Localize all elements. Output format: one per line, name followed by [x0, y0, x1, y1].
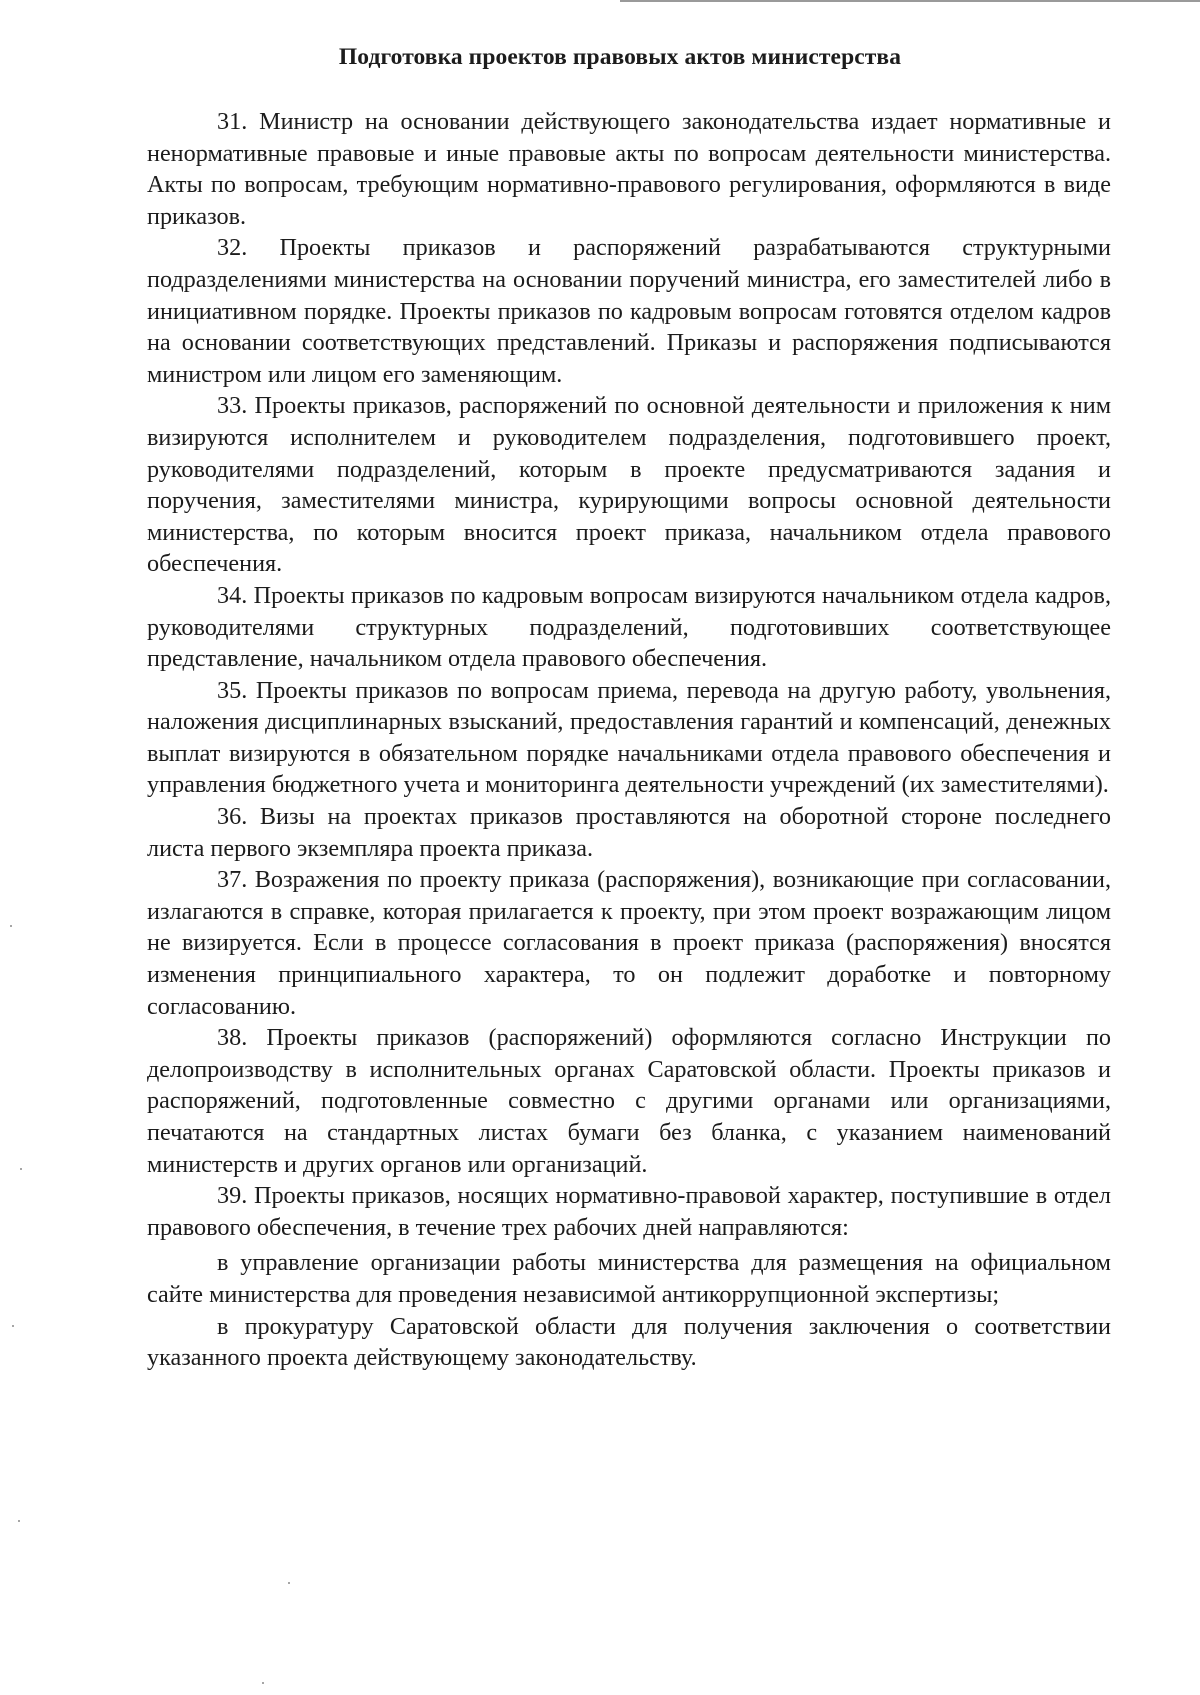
list-item-39-1: в управление организации работы министерства для размещения на официальном сайте министерства для проведения независимой антикоррупционной экспертизы; — [147, 1249, 1111, 1308]
paragraph-31: 31. Министр на основании действующего законодательства издает нормативные и ненормативные правовые и иные правовые акты по вопросам деятельности министерства. Акты по вопросам, требующим нормативно-правового регулирования, оформляются в виде приказов. — [147, 108, 1111, 230]
scan-speck — [262, 1682, 264, 1684]
scan-speck — [18, 1520, 20, 1522]
paragraph-38: 38. Проекты приказов (распоряжений) оформляются согласно Инструкции по делопроизводству в исполнительных органах Саратовской области. Проекты приказов и распоряжений, подготовленные совместно с другими органами или организациями, печатаются на стандартных листах бумаги без бланка, с указанием наименований министерств и других органов или организаций. — [147, 1024, 1111, 1178]
paragraph-33: 33. Проекты приказов, распоряжений по основной деятельности и приложения к ним визируются исполнителем и руководителем подразделения, подготовившего проект, руководителями подразделений, которым в проекте предусматриваются задания и поручения, заместителями министра, курирующими вопросы основной деятельности министерства, по которым вносится проект приказа, начальником отдела правового обеспечения. — [147, 392, 1111, 578]
section-title: Подготовка проектов правовых актов министерства — [338, 44, 902, 70]
scan-speck — [12, 1325, 14, 1327]
paragraph-39: 39. Проекты приказов, носящих нормативно-правовой характер, поступившие в отдел правового обеспечения, в течение трех рабочих дней направляются: — [147, 1182, 1111, 1241]
scan-edge-line — [620, 0, 1200, 2]
paragraph-35: 35. Проекты приказов по вопросам приема, перевода на другую работу, увольнения, наложения дисциплинарных взысканий, предоставления гарантий и компенсаций, денежных выплат визируются в обязательном порядке начальниками отдела правового обеспечения и управления бюджетного учета и мониторинга деятельности учреждений (их заместителями). — [147, 676, 1111, 799]
paragraph-34: 34. Проекты приказов по кадровым вопросам визируются начальником отдела кадров, руководителями структурных подразделений, подготовивших соответствующее представление, начальником отдела правового обеспечения. — [147, 581, 1111, 673]
paragraph-32: 32. Проекты приказов и распоряжений разрабатываются структурными подразделениями министерства на основании поручений министра, его заместителей либо в инициативном порядке. Проекты приказов по кадровым вопросам готовятся отделом кадров на основании соответствующих представлений. Приказы и распоряжения подписываются министром или лицом его заменяющим. — [147, 234, 1111, 388]
scan-speck — [10, 925, 12, 927]
document-body — [147, 106, 1111, 1374]
scan-speck — [20, 1168, 22, 1170]
scan-speck — [288, 1582, 290, 1584]
paragraph-37: 37. Возражения по проекту приказа (распоряжения), возникающие при согласовании, излагаются в справке, которая прилагается к проекту, при этом проект возражающим лицом не визируется. Если в процессе согласования в проект приказа (распоряжения) вносятся изменения принципиального характера, то он подлежит доработке и повторному согласованию. — [147, 866, 1111, 1020]
paragraph-36: 36. Визы на проектах приказов проставляются на оборотной стороне последнего листа первого экземпляра проекта приказа. — [147, 803, 1111, 862]
list-item-39-2: в прокуратуру Саратовской области для получения заключения о соответствии указанного проекта действующему законодательству. — [147, 1312, 1111, 1372]
